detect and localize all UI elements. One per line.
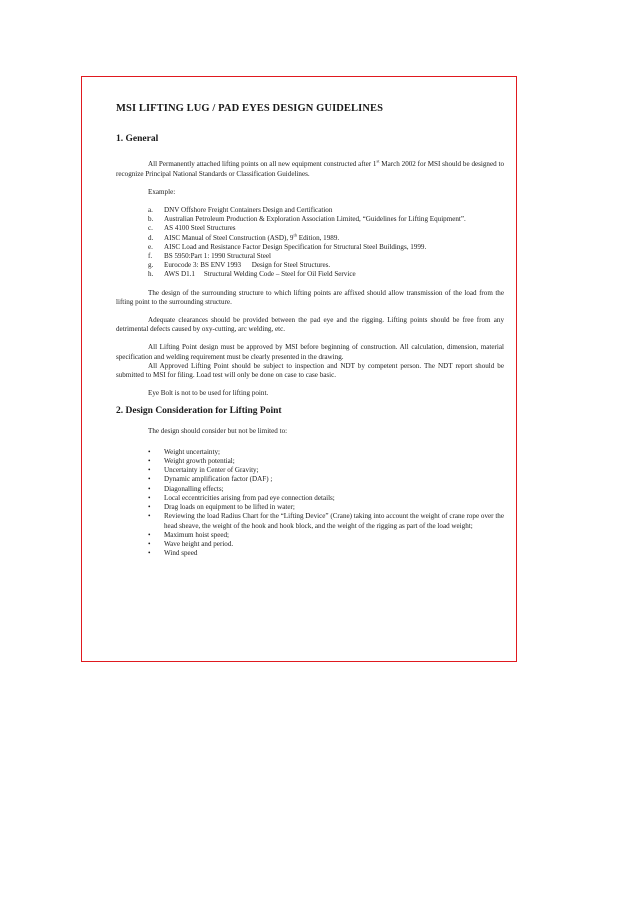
paragraph: Adequate clearances should be provided between the pad eye and the rigging. Lifting points should be free from any detrimental defects caused by oxy-cutting, arc welding, etc. <box>116 316 504 334</box>
list-item: f. BS 5950:Part 1: 1990 Structural Steel <box>148 252 271 261</box>
example-label: Example: <box>148 187 176 196</box>
section-1-intro: All Permanently attached lifting points on all new equipment constructed after 1st March 2002 for MSI should be designed to recognize Principal National Standards or Classification Guidelines. <box>116 159 505 178</box>
bullet-icon: • <box>148 549 151 558</box>
paragraph: All Lifting Point design must be approved by MSI before beginning of construction. All calculation, dimension, material specification and welding requirement must be clearly presented in the drawing. <box>116 343 504 361</box>
list-item: e. AISC Load and Resistance Factor Design Specification for Structural Steel Buildings, 1999. <box>148 242 427 251</box>
list-item: • Wave height and period. <box>148 539 234 548</box>
list-item: • Dynamic amplification factor (DAF) ; <box>148 475 273 484</box>
section-1-heading: 1. General <box>116 134 159 145</box>
section-2-heading: 2. Design Consideration for Lifting Point <box>116 406 282 417</box>
bullet-icon: • <box>148 530 151 539</box>
document-title: MSI LIFTING LUG / PAD EYES DESIGN GUIDELINES <box>116 103 384 114</box>
list-item: • Reviewing the load Radius Chart for the “Lifting Device” (Crane) taking into account the weight of crane rope over the head sheave, the weight of the hook and hook block, and the weight of the rigging as part of the load weight; <box>148 512 504 530</box>
examples-list <box>116 206 504 280</box>
list-item: • Weight growth potential; <box>148 457 235 466</box>
list-item: h. AWS D1.1 Structural Welding Code – Steel for Oil Field Service <box>148 270 356 279</box>
bullet-icon: • <box>148 512 151 521</box>
bullet-icon: • <box>148 466 151 475</box>
bullet-icon: • <box>148 503 151 512</box>
considerations-list <box>116 448 504 558</box>
bullet-icon: • <box>148 475 151 484</box>
list-item: • Maximum hoist speed; <box>148 530 230 539</box>
paragraph: Eye Bolt is not to be used for lifting point. <box>148 389 269 398</box>
paragraph: All Approved Lifting Point should be subject to inspection and NDT by competent person. The NDT report should be submitted to MSI for filing. Load test will only be done on case to case basic. <box>116 361 504 380</box>
document-body <box>116 104 504 558</box>
list-item: • Drag loads on equipment to be lifted in water; <box>148 503 295 512</box>
list-item: a. DNV Offshore Freight Containers Design and Certification <box>148 206 333 215</box>
bullet-icon: • <box>148 484 151 493</box>
list-item: • Weight uncertainty; <box>148 447 220 456</box>
bullet-icon: • <box>148 457 151 466</box>
list-item: • Diagonalling effects; <box>148 484 224 493</box>
bullet-icon: • <box>148 493 151 502</box>
paragraph: The design of the surrounding structure to which lifting points are affixed should allow transmission of the load from the lifting point to the surrounding structure. <box>116 288 504 306</box>
list-item: • Wind speed <box>148 549 198 558</box>
list-item: c. AS 4100 Steel Structures <box>148 224 236 233</box>
bullet-icon: • <box>148 539 151 548</box>
bullet-icon: • <box>148 447 151 456</box>
list-item: • Uncertainty in Center of Gravity; <box>148 466 259 475</box>
list-item: b. Australian Petroleum Production & Exploration Association Limited, “Guidelines for Lifting Equipment”. <box>148 215 466 224</box>
list-item: d. AISC Manual of Steel Construction (ASD), 9th Edition, 1989. <box>148 232 340 242</box>
list-item: • Local eccentricities arising from pad eye connection details; <box>148 493 335 502</box>
list-item: g. Eurocode 3: BS ENV 1993 Design for Steel Structures. <box>148 261 331 270</box>
section-2-intro: The design should consider but not be limited to: <box>148 426 288 435</box>
